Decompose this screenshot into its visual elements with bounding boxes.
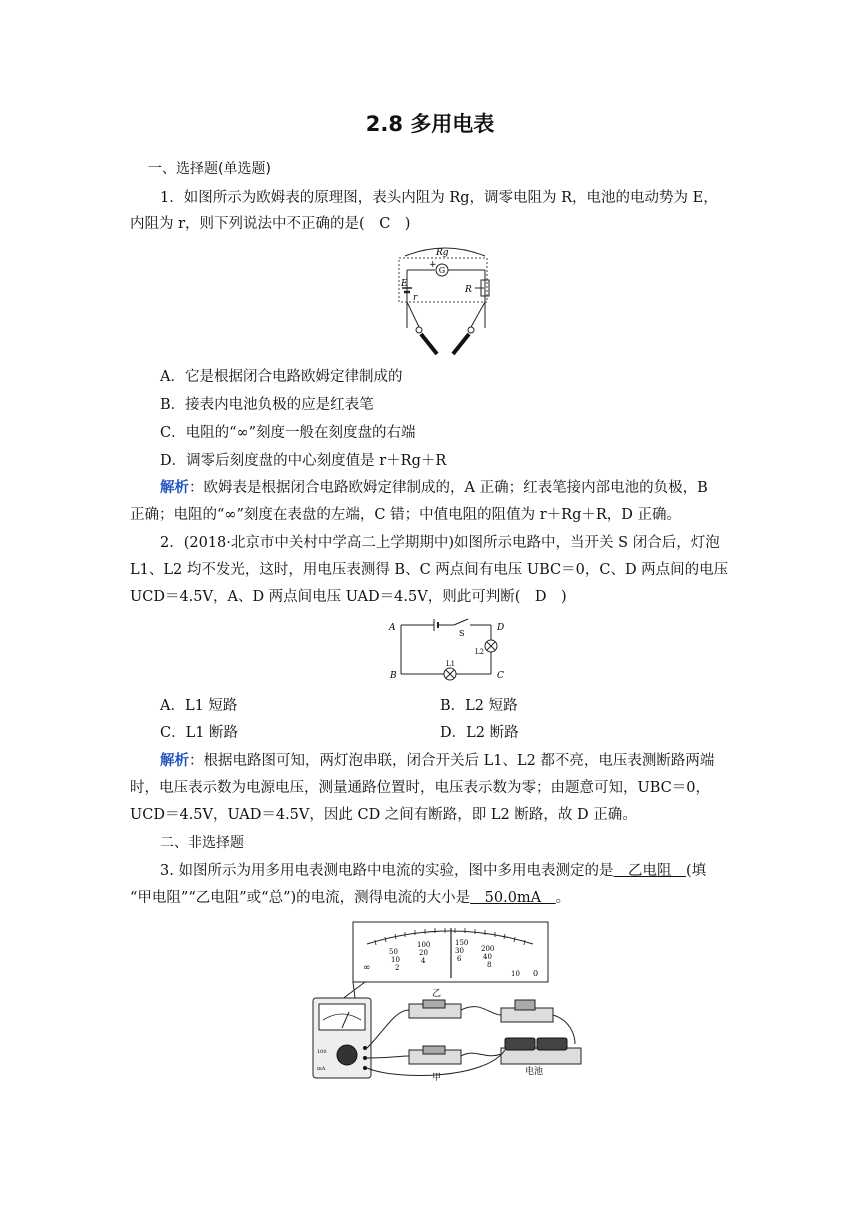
q3-stem-line2: “甲电阻”“乙电阻”或“总”)的电流，测得电流的大小是 50.0mA 。: [130, 890, 571, 906]
q1-analysis-line1: 解析：欧姆表是根据闭合电路欧姆定律制成的，A 正确；红表笔接内部电池的负极，B: [160, 479, 708, 496]
q1-stem-line1: 1．如图所示为欧姆表的原理图，表头内阻为 Rg，调零电阻为 R，电池的电动势为 E，: [160, 190, 718, 206]
multimeter-experiment-figure: [305, 920, 590, 1085]
scale-150: 150: [455, 939, 469, 947]
scale-20: 20: [419, 949, 428, 957]
answer-blank-2: 50.0mA: [470, 890, 556, 906]
analysis-label: 解析: [160, 479, 189, 496]
point-c-label: C: [497, 671, 504, 681]
scale-10: 10: [391, 956, 400, 964]
section-heading-choice: 一、选择题(单选题): [148, 161, 271, 177]
q1-option-c: C．电阻的“∞”刻度一般在刻度盘的右端: [160, 425, 416, 441]
page-title: 2.8 多用电表: [365, 112, 495, 136]
scale-40: 40: [483, 953, 492, 961]
q1-stem-line2: 内阻为 r，则下列说法中不正确的是( C ): [130, 216, 411, 232]
scale-100: 100: [417, 941, 431, 949]
galvanometer-label: G: [438, 266, 446, 275]
q2-analysis-line3: UCD＝4.5V，UAD＝4.5V，因此 CD 之间有断路，即 L2 断路，故 D 正确。: [130, 807, 637, 823]
analysis-label: 解析: [160, 752, 189, 769]
scale-200: 200: [481, 945, 495, 953]
scale-50: 50: [389, 948, 398, 956]
q3-stem-line1: 3. 如图所示为用多用电表测电路中电流的实验，图中多用电表测定的是 乙电阻 (填: [160, 863, 707, 879]
q2-option-d: D．L2 断路: [440, 725, 519, 741]
q1-option-b: B．接表内电池负极的应是红表笔: [160, 397, 374, 413]
point-b-label: B: [390, 671, 397, 681]
point-d-label: D: [497, 623, 505, 633]
plus-label: +: [429, 260, 437, 270]
emf-label: E: [401, 279, 408, 289]
svg-text:0: 0: [533, 969, 539, 978]
answer-blank-1: 乙电阻: [613, 863, 686, 879]
series-circuit-figure: [386, 614, 512, 684]
q2-stem-line2: L1、L2 均不发光，这时，用电压表测得 B、C 两点间有电压 UBC＝0，C、D 两点间的电压: [130, 562, 729, 578]
scale-6: 6: [457, 955, 462, 963]
resistor-jia-label: 甲: [432, 1073, 442, 1083]
q2-option-c: C．L1 断路: [160, 725, 239, 741]
rg-label: Rg: [436, 248, 449, 258]
meter-range-label: 100: [317, 1049, 327, 1055]
svg-text:∞: ∞: [363, 963, 371, 973]
q2-analysis-line2: 时，电压表示数为电源电压，测量通路位置时，电压表示数为零；由题意可知，UBC＝0，: [130, 780, 710, 796]
q1-option-d: D．调零后刻度盘的中心刻度值是 r＋Rg＋R: [160, 453, 447, 469]
q1-option-a: A．它是根据闭合电路欧姆定律制成的: [160, 369, 403, 385]
battery-label: 电池: [525, 1067, 544, 1077]
point-a-label: A: [389, 623, 396, 633]
section-heading-nonchoice: 二、非选择题: [160, 835, 244, 851]
internal-r-label: r: [413, 293, 418, 303]
scale-4: 4: [421, 957, 426, 965]
switch-label: S: [459, 629, 465, 638]
q2-option-b: B．L2 短路: [440, 698, 518, 714]
scale-8: 8: [487, 961, 492, 969]
q1-analysis-line2: 正确；电阻的“∞”刻度在表盘的左端，C 错；中值电阻的阻值为 r＋Rg＋R，D 正确。: [130, 507, 681, 523]
ohmmeter-circuit-figure: [395, 238, 495, 360]
scale-10b: 10: [511, 970, 520, 978]
meter-unit-label: mA: [317, 1066, 326, 1072]
resistor-yi-label: 乙: [432, 989, 442, 999]
q2-option-a: A．L1 短路: [160, 698, 238, 714]
q2-stem-line1: 2．(2018·北京市中关村中学高二上学期期中)如图所示电路中，当开关 S 闭合后，灯泡: [160, 535, 720, 551]
q2-stem-line3: UCD＝4.5V，A、D 两点间电压 UAD＝4.5V，则此可判断( D ): [130, 589, 567, 605]
l1-label: L1: [446, 660, 456, 668]
l2-label: L2: [475, 648, 485, 656]
r-label: R: [465, 285, 472, 295]
q2-analysis-line1: 解析：根据电路图可知，两灯泡串联，闭合开关后 L1、L2 都不亮，电压表测断路两端: [160, 752, 715, 769]
scale-30: 30: [455, 947, 464, 955]
scale-2: 2: [395, 964, 400, 972]
